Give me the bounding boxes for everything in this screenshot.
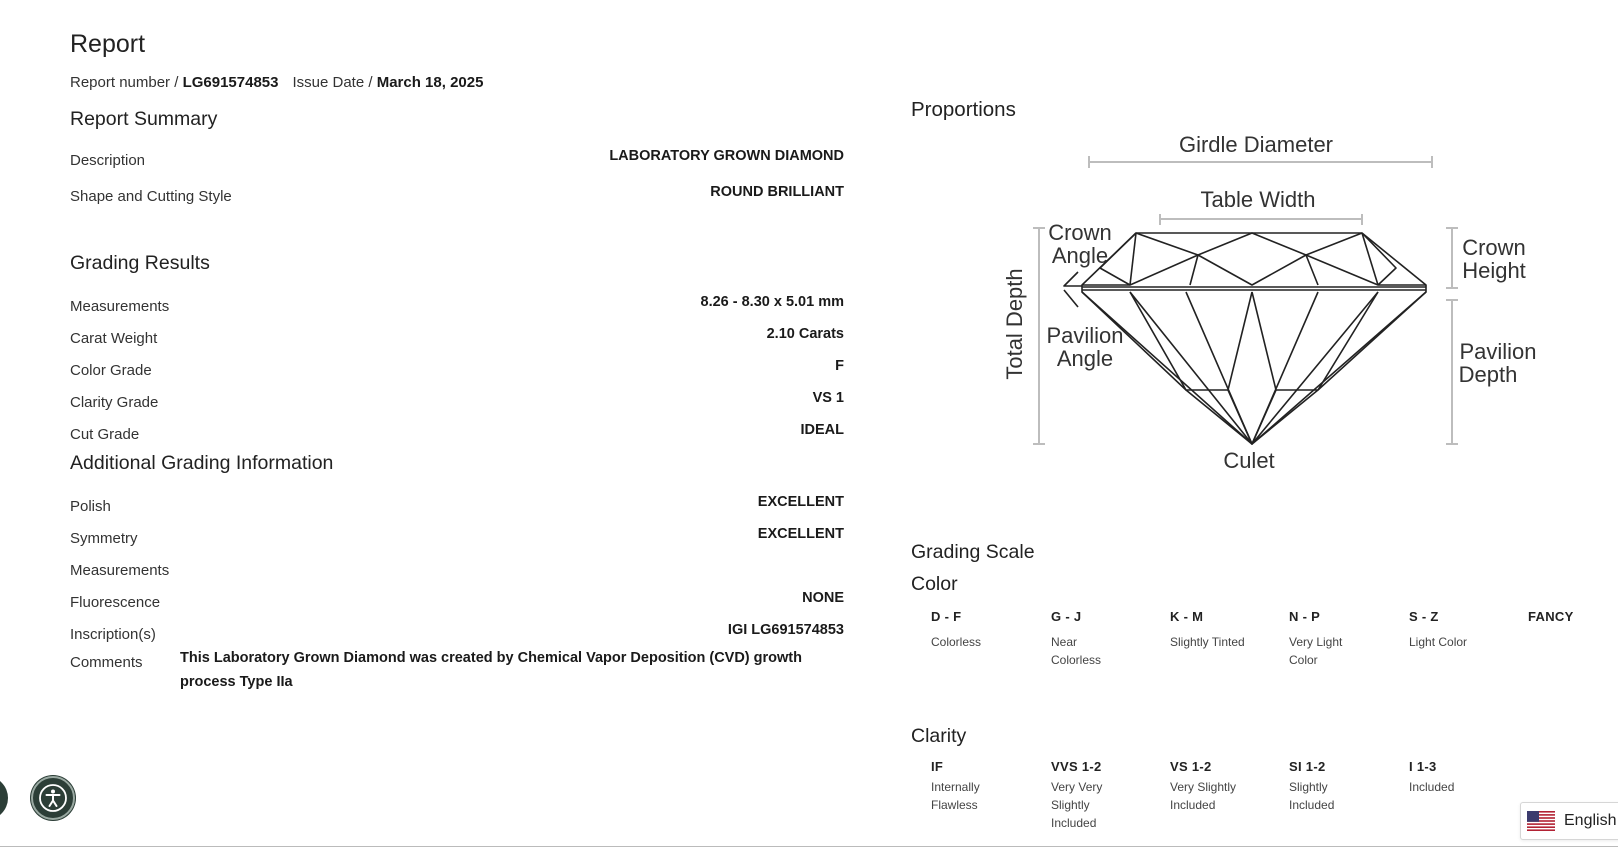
clarity-desc-if: Internally Flawless [931,780,980,812]
summary-row-description [70,146,844,170]
culet-label: Culet [1223,448,1275,473]
comments-label: Comments [70,654,143,671]
color-grade-np: N - P [1289,609,1321,624]
crown-angle-label-2: Angle [1051,243,1109,268]
grading-row-color [70,356,844,380]
additional-row-inscription [70,620,844,644]
crown-height-label-2: Height [1462,258,1526,283]
pavilion-angle-label-1: Pavilion [1046,323,1124,348]
row-label: Fluorescence [70,594,161,611]
row-label: Carat Weight [70,330,158,347]
clarity-grade-si: SI 1-2 [1289,759,1326,774]
clarity-grade-vs: VS 1-2 [1170,759,1212,774]
color-grade-df: D - F [931,609,962,624]
report-summary-title: Report Summary [70,108,218,130]
grading-results-title: Grading Results [70,252,210,274]
row-value: IDEAL [800,422,844,438]
additional-grading-title: Additional Grading Information [70,452,334,474]
bottom-divider [0,846,1618,847]
color-scale-title: Color [911,573,958,595]
report-number: LG691574853 [182,74,279,91]
color-grade-gj: G - J [1051,609,1082,624]
row-value: NONE [802,590,844,606]
color-grade-fancy: FANCY [1528,609,1574,624]
clarity-desc-vvs: Very Very Slightly Included [1051,780,1103,830]
clarity-scale-title: Clarity [911,725,967,747]
total-depth-label: Total Depth [1002,268,1027,380]
crown-height-label-1: Crown [1462,235,1526,260]
comments-value: This Laboratory Grown Diamond was created by Chemical Vapor Deposition (CVD) growth process Type IIa [180,650,802,690]
color-grade-km: K - M [1170,609,1204,624]
grading-row-carat [70,324,844,348]
clarity-desc-si: Slightly Included [1289,780,1335,812]
clarity-grade-i: I 1-3 [1409,759,1437,774]
additional-row-measurements [70,556,844,580]
row-value: IGI LG691574853 [727,622,844,638]
table-width-label: Table Width [1200,187,1316,212]
grading-row-measurements [70,292,844,316]
row-value: EXCELLENT [757,494,844,510]
color-desc-km: Slightly Tinted [1170,635,1245,649]
row-value: 2.10 Carats [766,326,844,342]
accessibility-button[interactable] [31,776,75,820]
color-desc-gj: Near Colorless [1051,635,1102,667]
grading-row-clarity [70,388,844,412]
partial-widget-button[interactable] [0,776,8,820]
row-label: Measurements [70,562,170,579]
row-value: VS 1 [812,390,844,406]
clarity-grade-if: IF [931,759,944,774]
row-label: Shape and Cutting Style [70,188,232,205]
pavilion-depth-label-1: Pavilion [1459,339,1537,364]
row-value: LABORATORY GROWN DIAMOND [609,148,844,164]
row-value: 8.26 - 8.30 x 5.01 mm [700,294,844,310]
color-desc-df: Colorless [931,635,982,649]
row-label: Measurements [70,298,170,315]
additional-row-fluorescence [70,588,844,612]
issue-date: March 18, 2025 [376,74,484,91]
row-value: EXCELLENT [757,526,844,542]
additional-row-polish [70,492,844,516]
diamond-proportions-diagram [990,125,1550,475]
grading-scale-title: Grading Scale [911,541,1035,563]
issue-date-label: Issue Date / [292,74,377,91]
row-label: Cut Grade [70,426,140,443]
girdle-diameter-label: Girdle Diameter [1178,132,1334,157]
language-selector[interactable] [1520,802,1618,840]
row-label: Symmetry [70,530,138,547]
pavilion-angle-label-2: Angle [1056,346,1114,371]
row-label: Description [70,152,146,169]
accessibility-icon [38,783,68,813]
row-label: Color Grade [70,362,152,379]
additional-row-symmetry [70,524,844,548]
pavilion-depth-label-2: Depth [1458,362,1518,387]
row-label: Inscription(s) [70,626,156,643]
report-title: Report [70,30,146,58]
clarity-desc-vs: Very Slightly Included [1170,780,1237,812]
us-flag-icon [1527,811,1555,831]
grading-row-cut [70,420,844,444]
color-desc-sz: Light Color [1409,635,1468,649]
clarity-desc-i: Included [1409,780,1455,794]
report-number-label: Report number / [70,74,183,91]
crown-angle-label-1: Crown [1048,220,1112,245]
color-grade-sz: S - Z [1409,609,1439,624]
proportions-title: Proportions [911,98,1016,121]
clarity-grade-vvs: VVS 1-2 [1051,759,1102,774]
row-label: Polish [70,498,111,515]
language-label: English [1564,812,1617,829]
row-label: Clarity Grade [70,394,159,411]
color-desc-np: Very Light Color [1289,635,1343,667]
row-value: ROUND BRILLIANT [710,184,844,200]
diagram-labels [1002,132,1537,473]
summary-row-shape [70,182,844,206]
report-meta [70,74,483,91]
row-value: F [835,358,844,374]
